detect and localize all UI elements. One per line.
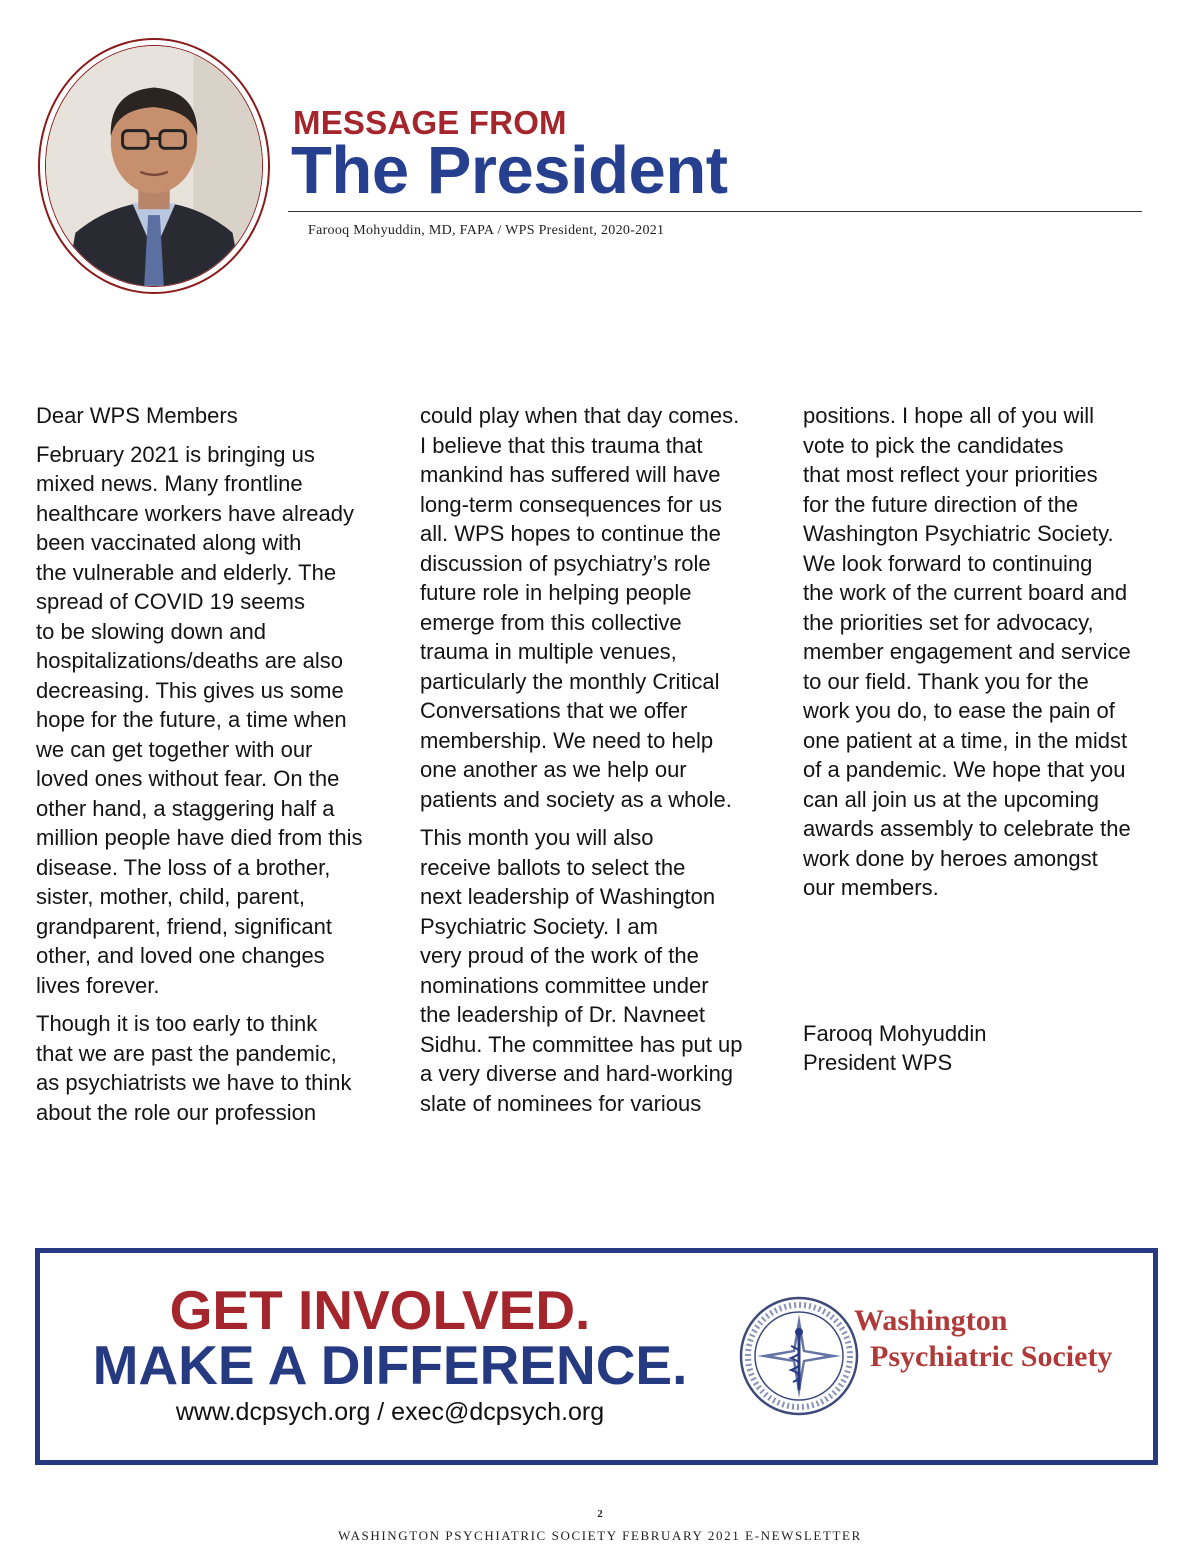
wps-seal-icon [737,1294,861,1418]
org-name [854,1303,1112,1375]
letter-column-3 [803,401,1168,1087]
page-number: 2 [597,1508,603,1520]
org-name-line-1: Washington [854,1304,1008,1337]
org-name-line-2: Psychiatric Society [870,1340,1113,1373]
salutation: Dear WPS Members [36,403,238,428]
page-title: The President [291,133,728,208]
letter-column-1 [36,401,401,1136]
header-kicker: MESSAGE FROM [293,104,567,141]
get-involved-banner [35,1248,1158,1465]
president-portrait [38,38,270,294]
letter-paragraph: Though it is too early to think that we are past the pandemic, as psychiatrists we have to think about the role our profession [36,1011,352,1125]
banner-headline-2: MAKE A DIFFERENCE. [92,1334,688,1396]
letter-paragraph: positions. I hope all of you will vote to pick the candidates that most reflect your priorities for the future direction of the Washington Psychiatric Society. We look forward to continuing the work of the current board and the priorities set for advocacy, member engagement and service to our field. Thank you for the work you do, to ease the pain of one patient at a time, in the midst of a pandemic. We hope that you can all join us at the upcoming awards assembly to celebrate the work done by heroes amongst our members. [803,403,1131,900]
president-portrait-photo [46,46,262,286]
letter-paragraph: February 2021 is bringing us mixed news. Many frontline healthcare workers have already been vaccinated along with the vulnerable and elderly. The spread of COVID 19 seems to be slowing down and hospitalizations/deaths are also decreasing. This gives us some hope for the future, a time when we can get together with our loved ones without fear. On the other hand, a staggering half a million people have died from this disease. The loss of a brother, sister, mother, child, parent, grandparent, friend, significant other, and loved one changes lives forever. [36,441,363,998]
signature: Farooq Mohyuddin President WPS [803,1020,987,1075]
letter-paragraph: could play when that day comes. I believe that this trauma that mankind has suffered will have long-term consequences for us all. WPS hopes to continue the discussion of psychiatry’s role future role in helping people emerge from this collective trauma in multiple venues, particularly the monthly Critical Conversations that we offer membership. We need to help one another as we help our patients and society as a whole. [420,403,740,812]
banner-contact[interactable]: www.dcpsych.org / exec@dcpsych.org [175,1398,605,1426]
newsletter-footer: WASHINGTON PSYCHIATRIC SOCIETY FEBRUARY 2021 E-NEWSLETTER [338,1528,862,1543]
letter-column-2 [420,401,785,1127]
header-divider [288,211,1142,212]
letter-paragraph: This month you will also receive ballots to select the next leadership of Washington Psychiatric Society. I am very proud of the work of the nominations committee under the leadership of Dr. Navneet Sidhu. The committee has put up a very diverse and hard-working slate of nominees for various [420,825,743,1116]
byline: Farooq Mohyuddin, MD, FAPA / WPS President, 2020-2021 [308,223,665,238]
banner-headline-1: GET INVOLVED. [169,1279,591,1341]
